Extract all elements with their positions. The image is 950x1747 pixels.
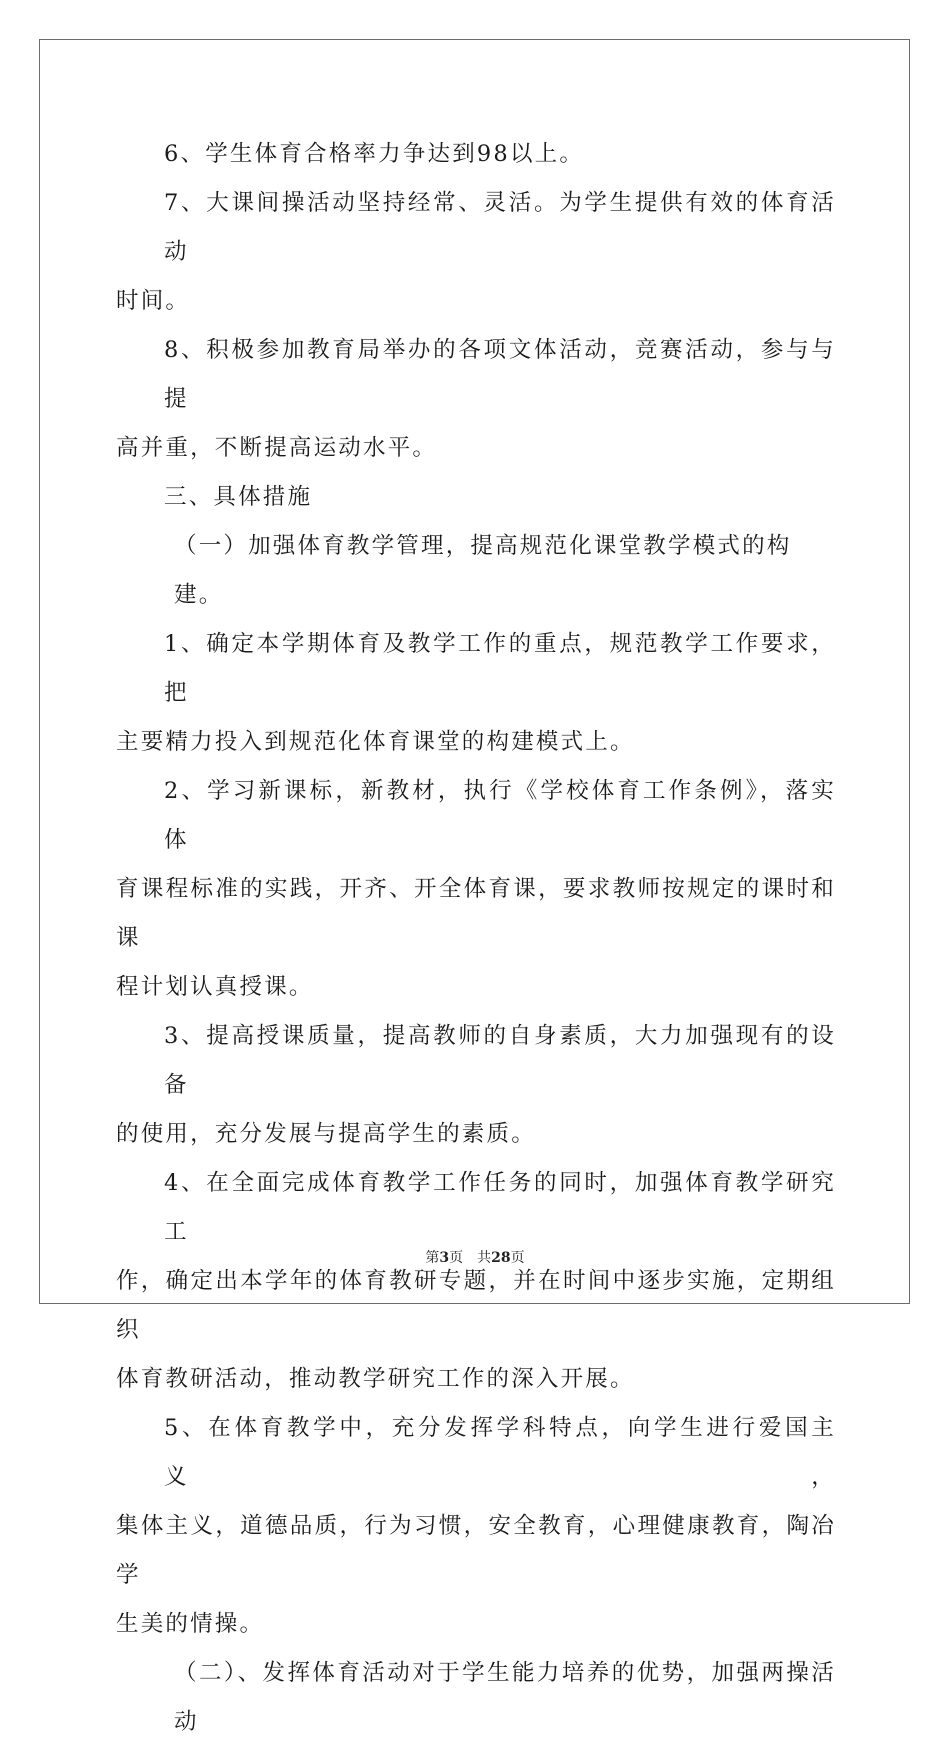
text-line: 作，确定出本学年的体育教研专题，并在时间中逐步实施，定期组织	[116, 1268, 836, 1343]
page-prefix: 第	[425, 1250, 440, 1266]
text-line: 育课程标准的实践，开齐、开全体育课，要求教师按规定的课时和课	[116, 876, 836, 951]
text-line: 三、具体措施	[164, 484, 313, 510]
text-line: 的使用，充分发展与提高学生的素质。	[116, 1121, 536, 1147]
text-line: 8、积极参加教育局举办的各项文体活动，竞赛活动，参与与提	[164, 337, 836, 412]
text-line: 5、在体育教学中，充分发挥学科特点，向学生进行爱国主义，	[164, 1415, 836, 1490]
paragraph-measure-3	[116, 1012, 836, 1159]
text-line: 高并重，不断提高运动水平。	[116, 435, 438, 461]
total-prefix: 共	[477, 1250, 492, 1266]
text-line: 时间。	[116, 288, 191, 314]
paragraph-measure-5	[116, 1404, 836, 1649]
subsection-heading-1	[116, 522, 836, 620]
text-line: （一）加强体育教学管理，提高规范化课堂教学模式的构建。	[174, 533, 792, 608]
text-line: 程计划认真授课。	[116, 974, 314, 1000]
page-number: 3	[439, 1250, 450, 1266]
text-line: 4、在全面完成体育教学工作任务的同时，加强体育教学研究工	[164, 1170, 836, 1245]
page-footer	[0, 1247, 950, 1267]
total-pages: 28	[491, 1250, 511, 1266]
paragraph-8	[116, 326, 836, 473]
text-line: 集体主义，道德品质，行为习惯，安全教育，心理健康教育，陶冶学	[116, 1513, 836, 1588]
paragraph-measure-2	[116, 767, 836, 1012]
section-heading	[116, 473, 836, 522]
text-line: 主要精力投入到规范化体育课堂的构建模式上。	[116, 729, 635, 755]
text-line: 7、大课间操活动坚持经常、灵活。为学生提供有效的体育活动	[164, 190, 836, 265]
page-suffix: 页	[449, 1250, 464, 1266]
text-line: 3、提高授课质量，提高教师的自身素质，大力加强现有的设备	[164, 1023, 836, 1098]
text-line: 6、学生体育合格率力争达到98以上。	[164, 141, 585, 167]
document-body	[116, 130, 836, 1747]
subsection-heading-2	[116, 1649, 836, 1747]
paragraph-measure-4	[116, 1159, 836, 1404]
text-line: 1、确定本学期体育及教学工作的重点，规范教学工作要求，把	[164, 631, 836, 706]
text-line: （二）、发挥体育活动对于学生能力培养的优势，加强两操活动	[174, 1660, 836, 1735]
text-line: 生美的情操。	[116, 1611, 265, 1637]
text-line: 体育教研活动，推动教学研究工作的深入开展。	[116, 1366, 635, 1392]
text-line: 2、学习新课标，新教材，执行《学校体育工作条例》，落实体	[164, 778, 836, 853]
paragraph-7	[116, 179, 836, 326]
total-suffix: 页	[510, 1250, 525, 1266]
paragraph-6	[116, 130, 836, 179]
paragraph-measure-1	[116, 620, 836, 767]
